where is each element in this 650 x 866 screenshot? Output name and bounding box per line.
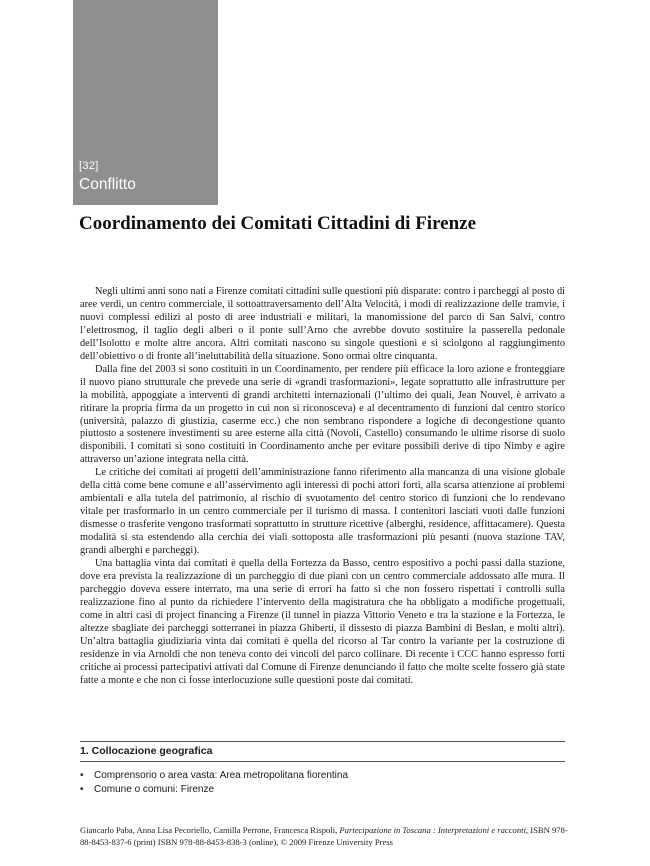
- section-divider-top: [80, 741, 565, 742]
- bullet-list: [80, 769, 348, 796]
- footer-book-title: Partecipazione in Toscana : Interpretazioni e racconti: [339, 825, 526, 835]
- paragraph: Una battaglia vinta dai comitati è quella della Fortezza da Basso, centro espositivo a pochi passi dalla stazione, dove era prevista la realizzazione di un parcheggio di due piani con un centro commerciale addossato alle mura. Il parcheggio doveva essere interrato, ma una serie di errori ha fatto sì che non fossero rispettati i controlli sulla realizzazione fino al punto da richiedere l’intervento della magistratura che ha obbligato a modifiche progettuali, come in altri casi di project financing a Firenze (il tunnel in piazza Vittorio Veneto e tra la stazione e la Fortezza, le altezze sbagliate dei parcheggi sotterranei in piazza Ghiberti, il dissesto di piazza Bambini di Beslan, e molti altri). Un’altra battaglia giudiziaria vinta dai comitati è quella del ricorso al Tar contro la variante per la costruzione di residenze in via Arnoldi che non teneva conto dei vincoli del parco collinare. Di recente i CCC hanno espresso forti critiche ai processi partecipativi attivati dal Comune di Firenze denunciando il fatto che molte scelte fossero già state fatte a monte e che non ci fosse interlocuzione sulle questioni poste dai comitati.: [80, 558, 565, 686]
- footer-authors: Giancarlo Paba, Anna Lisa Pecoriello, Camilla Perrone, Francesca Rispoli,: [80, 825, 340, 835]
- paragraph: Negli ultimi anni sono nati a Firenze comitati cittadini sulle questioni più disparate: contro i parcheggi al posto di aree verdi, un centro commerciale, il sottoattraversamento dell’Alta Velocità, i modi di realizzazione delle tramvie, i nuovi complessi edilizi al posto di aree industriali e militari, la manomissione del parco di San Salvi, contro l’elettrosmog, il taglio degli alberi o il ponte sull’Arno che avrebbe dovuto sostituire la passerella pedonale dell’Isolotto e molte altre ancora. Altri comitati nascono su singole questioni e si sciolgono al raggiungimento dell’obiettivo o di fronte all’ineluttabilità della situazione. Sono ormai oltre cinquanta.: [80, 286, 565, 362]
- chapter-header-box: [73, 0, 218, 205]
- body-text: [80, 286, 565, 688]
- chapter-number: [32]: [79, 160, 99, 172]
- footer-publication: , ISBN 978-88-8453-837-6 (print) ISBN 978-88-8453-838-3 (online), © 2009 Firenze University Press: [80, 825, 568, 847]
- section-heading: 1. Collocazione geografica: [80, 745, 213, 757]
- list-item: [80, 769, 348, 783]
- list-item-text: Comprensorio o area vasta: Area metropolitana fiorentina: [94, 770, 349, 781]
- page-title: Coordinamento dei Comitati Cittadini di Firenze: [79, 213, 477, 234]
- bullet-icon: •: [80, 770, 84, 781]
- bullet-icon: •: [80, 783, 84, 795]
- list-item: [80, 783, 348, 797]
- chapter-title: Conflitto: [79, 176, 136, 193]
- section-divider-bottom: [80, 761, 565, 762]
- paragraph: Dalla fine del 2003 si sono costituiti in un Coordinamento, per rendere più efficace la loro azione e fronteggiare il nuovo piano strutturale che prevede una serie di «grandi trasformazioni», legate soprattutto alle infrastrutture per la mobilità, appoggiate a interventi di grandi architetti internazionali (l’ultimo dei quali, Jean Nouvel, è arrivato a ritirare la propria firma da un progetto in cui non si riconosceva) e al decentramento di funzioni dal centro storico (università, palazzo di giustizia, caserme ecc.) che non sembrano rispondere a logiche di decongestione quanto piuttosto a sostenere investimenti su aree esterne alla città (Novoli, Castello) consumando le ultime risorse di suolo disponibili. I comitati si sono costituiti in Coordinamento anche per evitare possibili derive di tipo Nimby e agire attraverso un’azione integrata nella città.: [80, 363, 565, 466]
- paragraph: Le critiche dei comitati ai progetti dell’amministrazione fanno riferimento alla mancanza di una visione globale della città come bene comune e all’asservimento agli interessi di pochi attori forti, alla scarsa attenzione ai problemi ambientali e alla tutela del patrimonio, al rischio di svuotamento del centro storico di funzioni che lo rendevano vitale per trasformarlo in un centro commerciale per il turismo di massa. I contenitori lasciati vuoti dalle funzioni dismesse o trasferite vengono trasformati soprattutto in strutture ricettive (alberghi, residence, affittacamere). Questa modalità si sta estendendo alla cerchia dei viali sottoposta alle trasformazioni più pesanti (nuova stazione TAV, grandi alberghi e parcheggi).: [80, 467, 565, 557]
- footer-citation: [80, 824, 570, 848]
- list-item-text: Comune o comuni: Firenze: [94, 783, 215, 795]
